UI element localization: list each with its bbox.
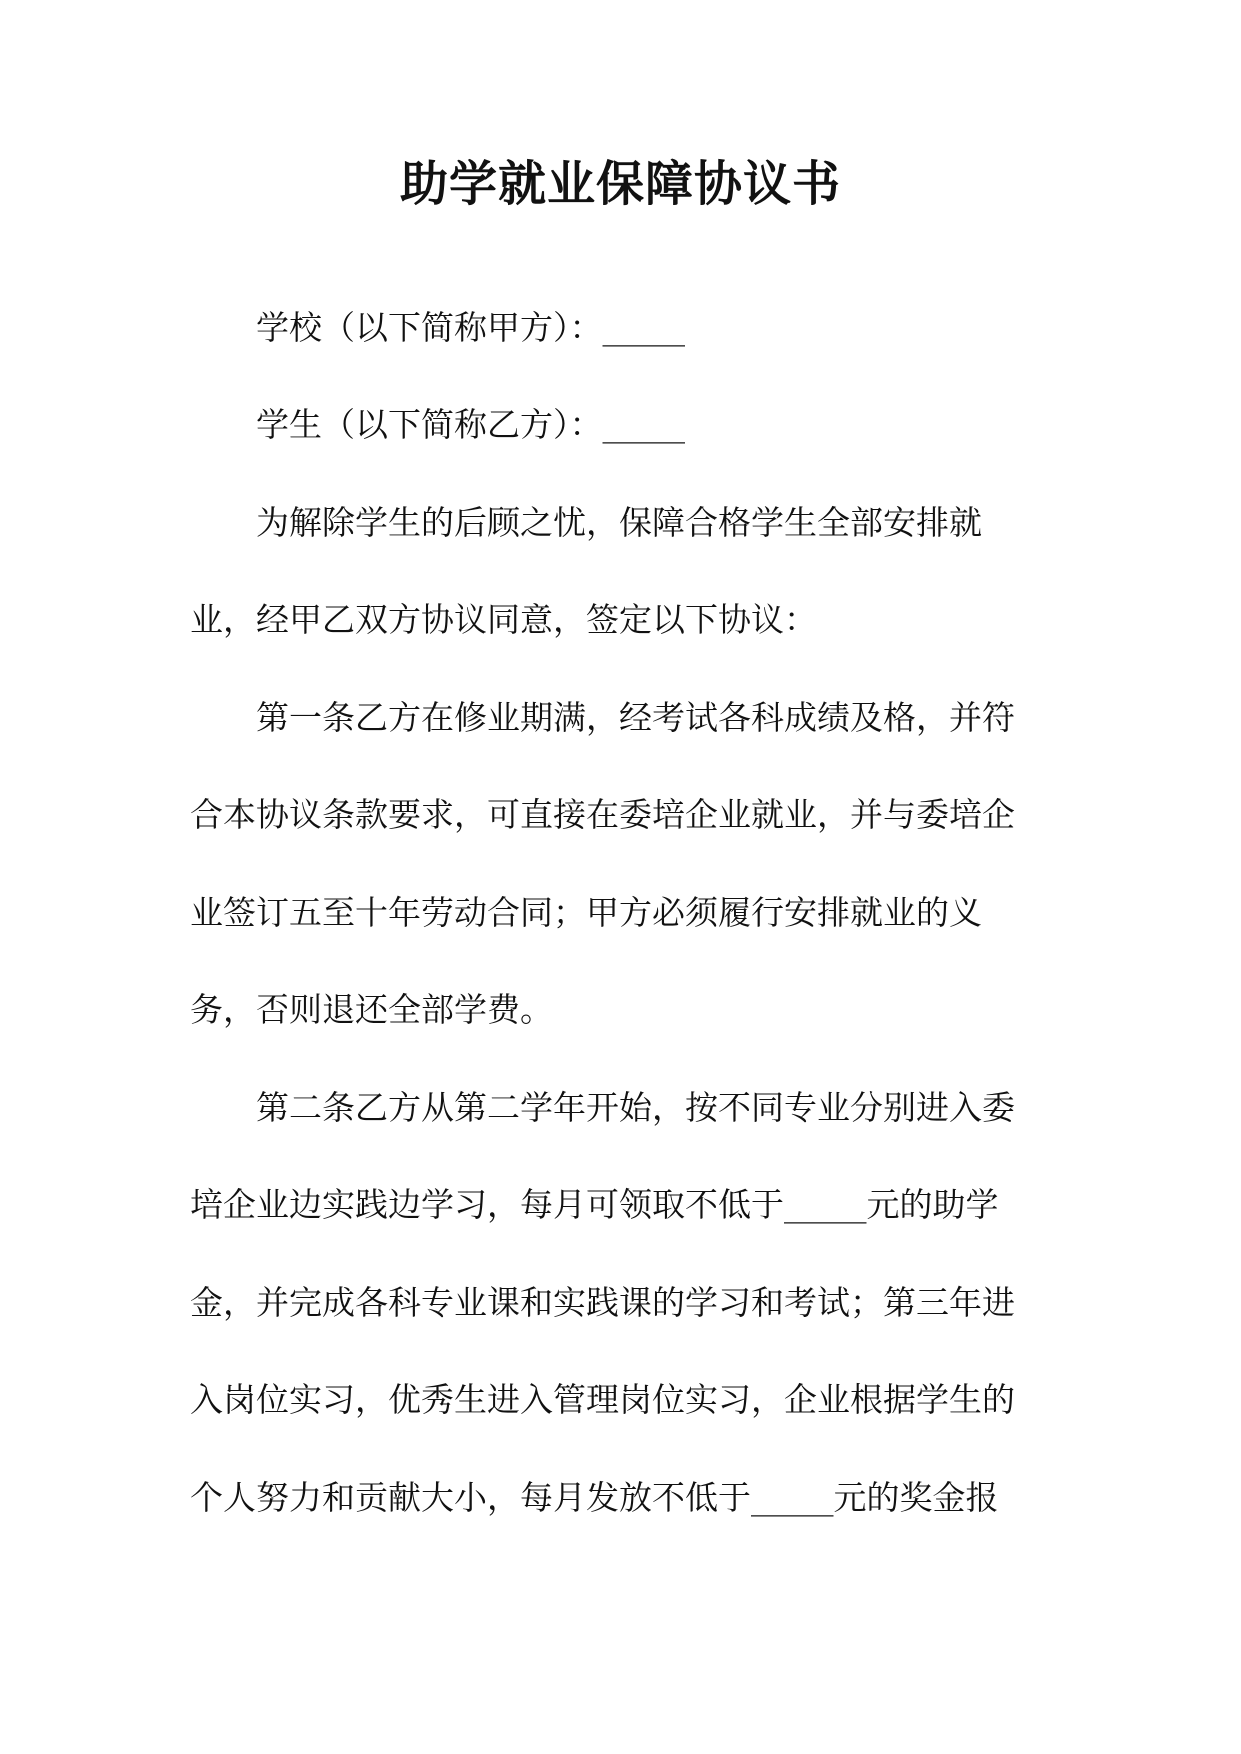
article-2-line-1: 第二条乙方从第二学年开始，按不同专业分别进入委: [256, 1088, 1015, 1127]
article-1-line-2: 合本协议条款要求，可直接在委培企业就业，并与委培企: [190, 795, 1015, 834]
article-1-line-4: 务，否则退还全部学费。: [190, 990, 553, 1029]
preamble-line-2: 业，经甲乙双方协议同意，签定以下协议：: [190, 600, 817, 639]
document-title: 助学就业保障协议书: [399, 156, 841, 212]
article-2-line-3: 金，并完成各科专业课和实践课的学习和考试；第三年进: [190, 1283, 1015, 1322]
article-1-line-3: 业签订五至十年劳动合同；甲方必须履行安排就业的义: [190, 893, 982, 932]
article-2-line-2: 培企业边实践边学习，每月可领取不低于_____元的助学: [190, 1185, 999, 1224]
party-a-line: 学校（以下简称甲方）：_____: [256, 308, 685, 347]
article-1-line-1: 第一条乙方在修业期满，经考试各科成绩及格，并符: [256, 698, 1015, 737]
article-2-line-4: 入岗位实习，优秀生进入管理岗位实习，企业根据学生的: [190, 1380, 1015, 1419]
article-2-line-5: 个人努力和贡献大小，每月发放不低于_____元的奖金报: [190, 1478, 999, 1517]
preamble-line-1: 为解除学生的后顾之忧，保障合格学生全部安排就: [256, 503, 982, 542]
party-b-line: 学生（以下简称乙方）：_____: [256, 405, 685, 444]
